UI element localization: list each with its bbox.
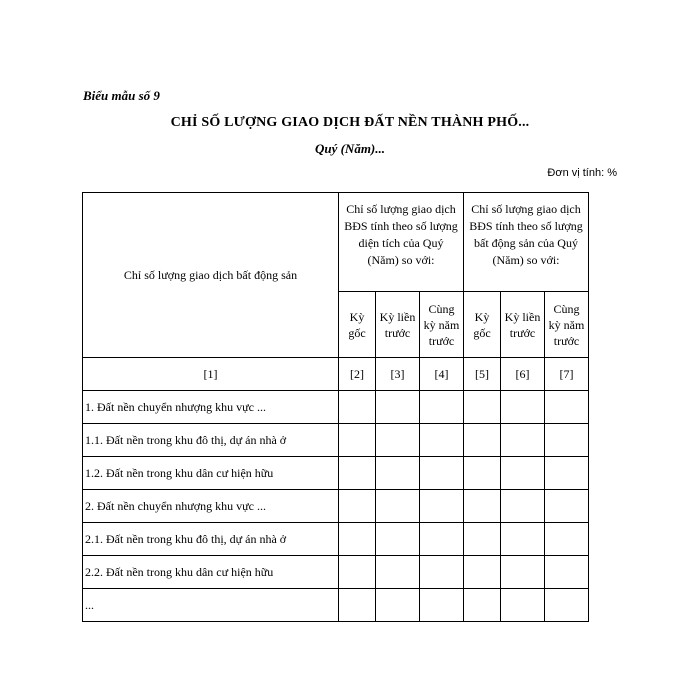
column-number: [7]: [545, 358, 589, 391]
form-number: Biểu mẫu số 9: [83, 88, 160, 103]
value-cell: [420, 556, 464, 589]
value-cell: [376, 424, 420, 457]
value-cell: [545, 490, 589, 523]
value-cell: [464, 424, 501, 457]
sub-header-previous: Kỳ liền trước: [376, 292, 420, 358]
sub-header-same-period: Cùng kỳ năm trước: [420, 292, 464, 358]
value-cell: [339, 523, 376, 556]
sub-header-base: Kỳ gốc: [464, 292, 501, 358]
sub-header-same-period: Cùng kỳ năm trước: [545, 292, 589, 358]
group-header-quantity: Chỉ số lượng giao dịch BĐS tính theo số lượng bất động sản của Quý (Năm) so với:: [464, 193, 589, 292]
value-cell: [420, 523, 464, 556]
column-number: [3]: [376, 358, 420, 391]
main-header: Chỉ số lượng giao dịch bất động sản: [83, 193, 339, 358]
table-row: [83, 424, 589, 457]
value-cell: [545, 589, 589, 622]
transaction-index-table: [82, 192, 589, 622]
row-label: 1. Đất nền chuyển nhượng khu vực ...: [83, 391, 339, 424]
value-cell: [545, 457, 589, 490]
value-cell: [464, 457, 501, 490]
value-cell: [420, 490, 464, 523]
value-cell: [464, 523, 501, 556]
value-cell: [464, 391, 501, 424]
value-cell: [501, 457, 545, 490]
unit-label: Đơn vị tính: %: [547, 167, 617, 179]
value-cell: [376, 490, 420, 523]
table-row: [83, 556, 589, 589]
value-cell: [501, 523, 545, 556]
row-label: 2.2. Đất nền trong khu dân cư hiện hữu: [83, 556, 339, 589]
value-cell: [376, 556, 420, 589]
table-row: [83, 457, 589, 490]
value-cell: [339, 457, 376, 490]
value-cell: [420, 589, 464, 622]
row-label: 2. Đất nền chuyển nhượng khu vực ...: [83, 490, 339, 523]
value-cell: [501, 424, 545, 457]
value-cell: [545, 523, 589, 556]
table-row: [83, 523, 589, 556]
table-row: [83, 490, 589, 523]
value-cell: [545, 556, 589, 589]
value-cell: [420, 391, 464, 424]
group-header-area: Chỉ số lượng giao dịch BĐS tính theo số lượng diện tích của Quý (Năm) so với:: [339, 193, 464, 292]
value-cell: [464, 589, 501, 622]
document-subtitle: Quý (Năm)...: [314, 141, 386, 156]
column-number: [2]: [339, 358, 376, 391]
document-title: CHỈ SỐ LƯỢNG GIAO DỊCH ĐẤT NỀN THÀNH PHỐ...: [170, 115, 530, 130]
sub-header-base: Kỳ gốc: [339, 292, 376, 358]
value-cell: [339, 589, 376, 622]
value-cell: [464, 556, 501, 589]
value-cell: [376, 391, 420, 424]
value-cell: [376, 457, 420, 490]
sub-header-previous: Kỳ liền trước: [501, 292, 545, 358]
row-label: ...: [83, 589, 339, 622]
value-cell: [464, 490, 501, 523]
table-row: [83, 589, 589, 622]
value-cell: [501, 391, 545, 424]
value-cell: [339, 424, 376, 457]
value-cell: [376, 589, 420, 622]
value-cell: [339, 556, 376, 589]
value-cell: [339, 490, 376, 523]
column-number: [4]: [420, 358, 464, 391]
value-cell: [501, 490, 545, 523]
value-cell: [376, 523, 420, 556]
value-cell: [545, 391, 589, 424]
value-cell: [339, 391, 376, 424]
column-number: [5]: [464, 358, 501, 391]
column-number: [1]: [83, 358, 339, 391]
value-cell: [501, 556, 545, 589]
row-label: 1.2. Đất nền trong khu dân cư hiện hữu: [83, 457, 339, 490]
row-label: 1.1. Đất nền trong khu đô thị, dự án nhà ở: [83, 424, 339, 457]
column-number: [6]: [501, 358, 545, 391]
row-label: 2.1. Đất nền trong khu đô thị, dự án nhà ở: [83, 523, 339, 556]
value-cell: [420, 424, 464, 457]
value-cell: [420, 457, 464, 490]
table-row: [83, 391, 589, 424]
value-cell: [501, 589, 545, 622]
value-cell: [545, 424, 589, 457]
